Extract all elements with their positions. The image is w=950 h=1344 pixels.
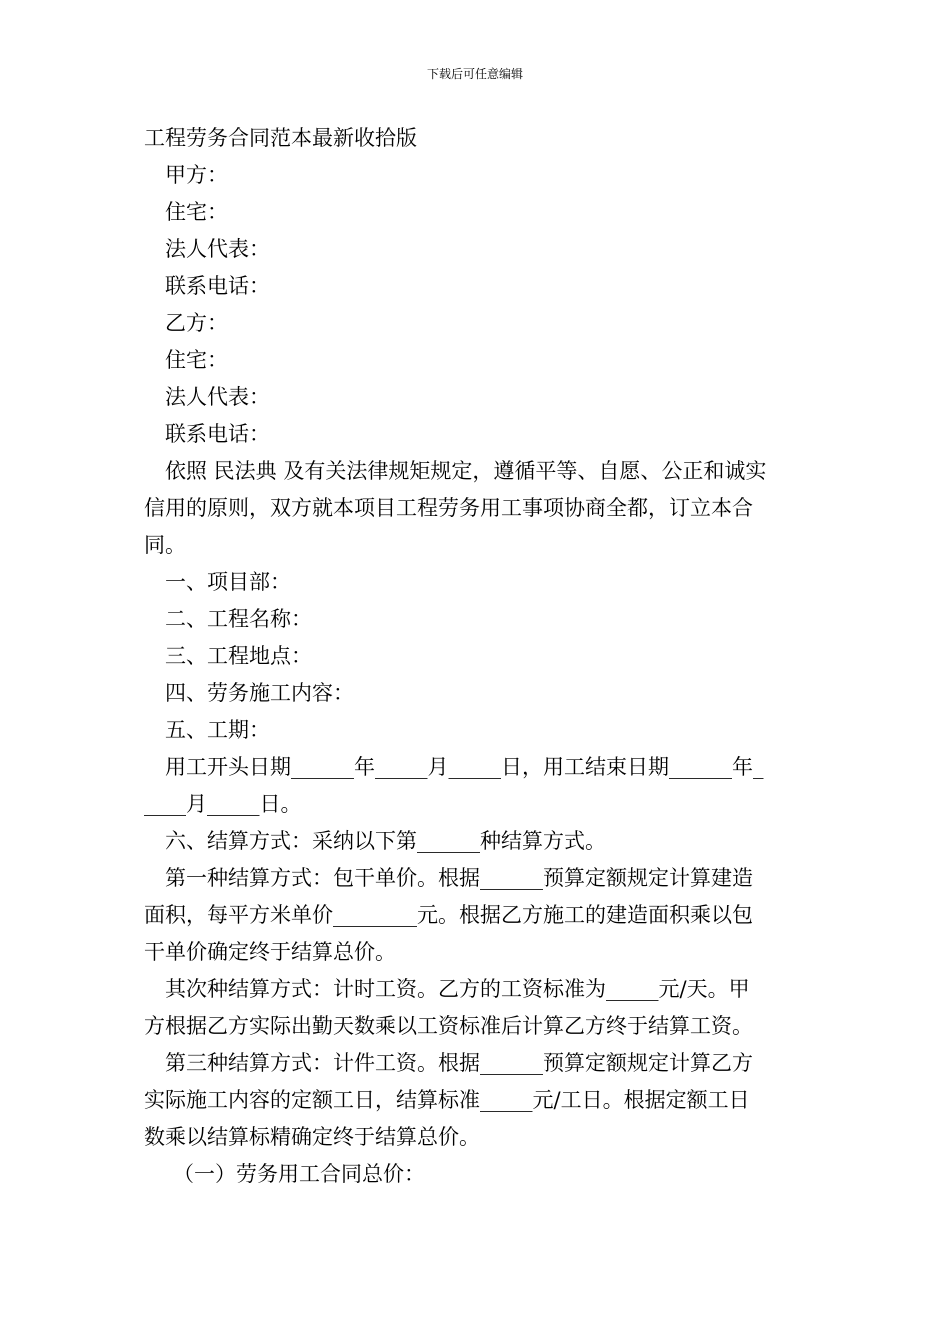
settlement-method-2-line: 其次种结算方式：计时工资。乙方的工资标准为_____元/天。甲 [165,977,750,1001]
subsection-total-price: （一）劳务用工合同总价： [173,1162,425,1186]
settlement-method-2-line: 方根据乙方实际出勤天数乘以工资标准后计算乙方终于结算工资。 [144,1014,753,1038]
document-title: 工程劳务合同范本最新收拾版 [144,126,417,150]
party-b-phone: 联系电话： [165,422,270,446]
section-project-name: 二、工程名称： [165,607,312,631]
settlement-method-3-line: 数乘以结算标精确定终于结算总价。 [144,1125,480,1149]
preamble-line: 依照 民法典 及有关法律规矩规定，遵循平等、自愿、公正和诚实 [165,459,767,483]
section-settlement: 六、结算方式：采纳以下第______种结算方式。 [165,829,606,853]
section-project-location: 三、工程地点： [165,644,312,668]
settlement-method-1-line: 干单价确定终于结算总价。 [144,940,396,964]
settlement-method-1-line: 面积，每平方米单价________元。根据乙方施工的建造面积乘以包 [144,903,753,927]
document-body [144,120,814,1193]
section-duration: 五、工期： [165,718,270,742]
party-a-phone: 联系电话： [165,274,270,298]
preamble-line: 信用的原则，双方就本项目工程劳务用工事项协商全都，订立本合 [144,496,753,520]
party-b-label: 乙方： [165,311,228,335]
party-b-representative: 法人代表： [165,385,270,409]
settlement-method-3-line: 第三种结算方式：计件工资。根据______预算定额规定计算乙方 [165,1051,753,1075]
duration-dates-line: 用工开头日期______年_____月_____日，用工结束日期______年_ [165,755,764,779]
settlement-method-1-line: 第一种结算方式：包干单价。根据______预算定额规定计算建造 [165,866,753,890]
settlement-method-3-line: 实际施工内容的定额工日，结算标准_____元/工日。根据定额工日 [144,1088,750,1112]
party-a-address: 住宅： [165,200,228,224]
section-work-content: 四、劳务施工内容： [165,681,354,705]
party-a-label: 甲方： [165,163,228,187]
party-b-address: 住宅： [165,348,228,372]
section-project-dept: 一、项目部： [165,570,291,594]
page-header: 下载后可任意编辑 [426,67,523,81]
preamble-line: 同。 [144,533,186,557]
duration-dates-line: ____月_____日。 [144,792,302,816]
party-a-representative: 法人代表： [165,237,270,261]
